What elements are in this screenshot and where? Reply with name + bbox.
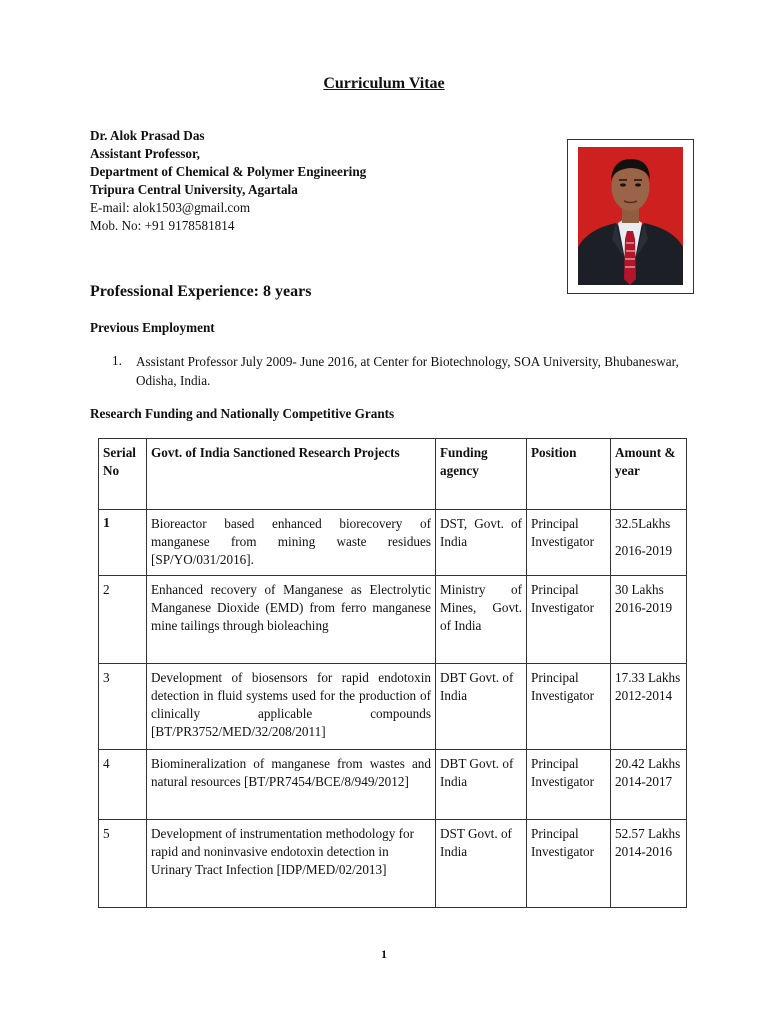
cell-position: Principal Investigator [527,510,611,576]
header-amount: Amount & year [611,439,687,510]
amount-value: 52.57 Lakhs [615,826,681,841]
cell-serial: 1 [99,510,147,576]
amount-year: 2012-2014 [615,688,673,703]
cell-agency: DST Govt. of India [436,820,527,908]
cell-position: Principal Investigator [527,820,611,908]
amount-value: 32.5Lakhs [615,516,671,531]
experience-heading: Professional Experience: 8 years [90,283,312,300]
cell-agency: DBT Govt. of India [436,664,527,750]
amount-value: 30 Lakhs [615,582,664,597]
header-serial: Serial No [99,439,147,510]
amount-value: 20.42 Lakhs [615,756,681,771]
cell-serial: 2 [99,576,147,664]
cell-project: Development of biosensors for rapid endotoxin detection in fluid systems used for the production of clinically applicable compounds [BT/PR3752/MED/32/208/2011] [147,664,436,750]
amount-year: 2014-2016 [615,844,673,859]
amount-year: 2016-2019 [615,543,673,558]
mobile-number: Mob. No: +91 9178581814 [90,218,235,233]
table-row [99,750,687,820]
employment-text: Assistant Professor July 2009- June 2016, at Center for Biotechnology, SOA University, Bhubaneswar, Odisha, India. [136,354,679,388]
cell-project: Enhanced recovery of Manganese as Electrolytic Manganese Dioxide (EMD) from ferro manganese mine tailings through bioleaching [147,576,436,664]
profile-photo [578,147,683,285]
cell-amount [611,664,687,750]
email: E-mail: alok1503@gmail.com [90,200,251,215]
header-position: Position [527,439,611,510]
header-agency: Funding agency [436,439,527,510]
table-row [99,576,687,664]
table-row [99,664,687,750]
profile-photo-frame [567,139,694,294]
department: Department of Chemical & Polymer Engineering [90,164,367,179]
cell-project: Development of instrumentation methodology for rapid and noninvasive endotoxin detection in Urinary Tract Infection [IDP/MED/02/2013] [147,820,436,908]
designation: Assistant Professor, [90,146,200,161]
grants-heading: Research Funding and Nationally Competitive Grants [90,406,395,421]
list-number: 1. [112,353,122,368]
cell-serial: 4 [99,750,147,820]
amount-year: 2016-2019 [615,600,673,615]
grants-table [98,438,687,908]
cell-agency: DST, Govt. of India [436,510,527,576]
header-project: Govt. of India Sanctioned Research Projects [147,439,436,510]
cell-position: Principal Investigator [527,664,611,750]
table-header-row [99,439,687,510]
cell-serial: 3 [99,664,147,750]
cell-amount [611,750,687,820]
table-row [99,820,687,908]
cell-position: Principal Investigator [527,576,611,664]
cell-agency: DBT Govt. of India [436,750,527,820]
cell-agency: Ministry of Mines, Govt. of India [436,576,527,664]
cell-amount [611,576,687,664]
amount-year: 2014-2017 [615,774,673,789]
cell-project: Biomineralization of manganese from wastes and natural resources [BT/PR7454/BCE/8/949/2012] [147,750,436,820]
person-name: Dr. Alok Prasad Das [90,128,205,143]
table-row [99,510,687,576]
university: Tripura Central University, Agartala [90,182,298,197]
document-title: Curriculum Vitae [323,75,445,92]
contact-block [90,127,366,235]
cell-project: Bioreactor based enhanced biorecovery of manganese from mining waste residues [SP/YO/031/2016]. [147,510,436,576]
cell-amount [611,510,687,576]
previous-employment-heading: Previous Employment [90,320,215,335]
amount-value: 17.33 Lakhs [615,670,681,685]
page-number: 1 [381,947,387,961]
cell-position: Principal Investigator [527,750,611,820]
cell-serial: 5 [99,820,147,908]
cell-amount [611,820,687,908]
